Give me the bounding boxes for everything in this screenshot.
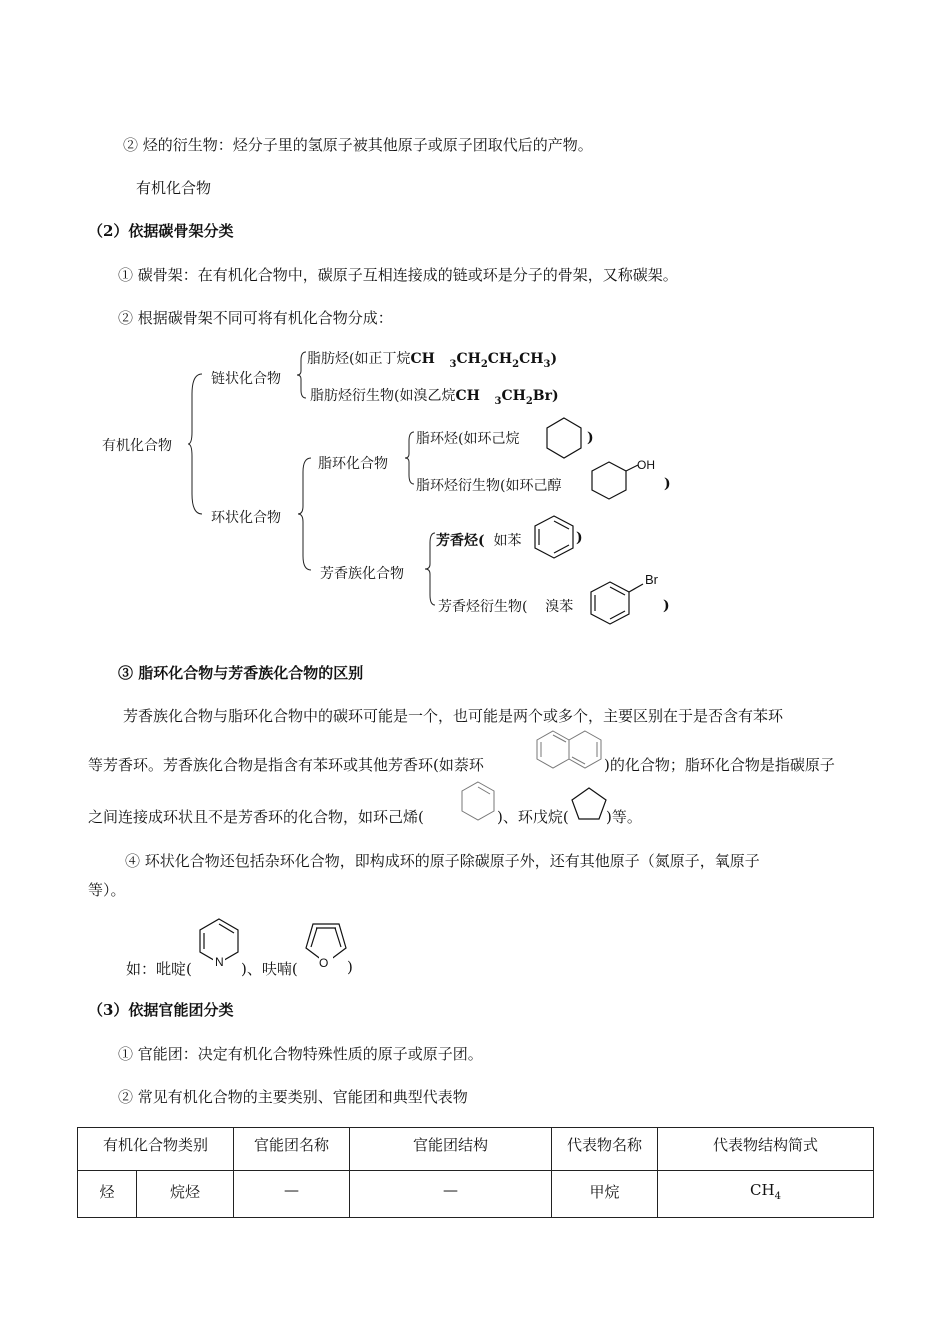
tree-aro-b-name: 溴苯: [545, 599, 574, 615]
tree-ali-a: 脂环烃(如环己烷: [416, 431, 520, 447]
methane-formula: $CH_4$: [750, 1181, 781, 1202]
table-cell-representative: 甲烷: [552, 1171, 658, 1218]
benzene-structure: [532, 514, 576, 560]
section2-item1: ① 碳骨架：在有机化合物中，碳原子互相连接成的链或环是分子的骨架，又称碳架。: [118, 266, 678, 284]
table-header-row: [78, 1128, 874, 1171]
tree-aro-b: [438, 596, 573, 616]
tree-ali-a-close: ): [587, 430, 594, 446]
tree-aro-a-prefix: 芳香烃(: [436, 533, 485, 549]
item3-p1: 芳香族化合物与脂环化合物中的碳环可能是一个，也可能是两个或多个，主要区别在于是否含有苯环: [123, 707, 784, 725]
cyclopentane-structure: [570, 786, 608, 822]
brace-ring: [298, 458, 312, 570]
o-label: O: [319, 956, 329, 970]
item3-heading: ③ 脂环化合物与芳香族化合物的区别: [118, 664, 364, 682]
intro-line-organic: 有机化合物: [136, 179, 212, 197]
section3-item2: ② 常见有机化合物的主要类别、官能团和典型代表物: [118, 1088, 468, 1106]
section2-item2: ② 根据碳骨架不同可将有机化合物分成：: [118, 309, 393, 327]
section3-heading: （3）依据官能团分类: [88, 1001, 234, 1019]
cyclohexene-structure: [459, 780, 497, 824]
tree-aro-b-close: ): [663, 598, 670, 614]
intro-line-derivative: ② 烃的衍生物：烃分子里的氢原子被其他原子或原子团取代后的产物。: [123, 136, 593, 154]
br-label: Br: [645, 572, 658, 587]
brace-alicyclic: [405, 432, 415, 484]
cyclohexane-structure: [545, 416, 583, 460]
oh-label: OH: [637, 458, 655, 472]
table-header-group-name: 官能团名称: [234, 1128, 350, 1171]
tree-ring: 环状化合物: [211, 510, 281, 526]
tree-chain-b-prefix: 脂肪烃衍生物(如溴乙烷: [310, 388, 456, 404]
tree-aromatic: 芳香族化合物: [320, 566, 404, 582]
item4-p2: 等）。: [88, 881, 126, 899]
section3-item1: ① 官能团：决定有机化合物特殊性质的原子或原子团。: [118, 1045, 483, 1063]
brace-chain: [297, 352, 307, 398]
table-header-formula: 代表物结构简式: [658, 1128, 874, 1171]
table-row: [78, 1171, 874, 1218]
table-cell-group-name: —: [234, 1171, 350, 1218]
tree-chain-a-prefix: 脂肪烃(如正丁烷: [307, 351, 411, 367]
tree-chain: 链状化合物: [211, 371, 281, 387]
tree-chain-a: 脂肪烃(如正丁烷CH $_3CH_2CH_2CH_3$): [307, 351, 558, 370]
tree-alicyclic: 脂环化合物: [318, 456, 388, 472]
item3-p3b: )、环戊烷(: [497, 808, 569, 826]
naphthalene-structure: [536, 728, 604, 772]
item3-p2a: 等芳香环。芳香族化合物是指含有苯环或其他芳香环(如萘环: [88, 756, 484, 774]
item4-ex-a: 如：吡啶(: [126, 960, 192, 978]
item4-p1: ④ 环状化合物还包括杂环化合物，即构成环的原子除碳原子外，还有其他原子（氮原子，氧原子: [125, 852, 760, 870]
table-header-category: 有机化合物类别: [78, 1128, 234, 1171]
tree-aro-b-prefix: 芳香烃衍生物(: [438, 599, 528, 615]
tree-chain-b: 脂肪烃衍生物(如溴乙烷CH $_3CH_2Br$): [310, 388, 559, 407]
n-label: N: [215, 955, 224, 969]
tree-aro-a: [436, 530, 522, 550]
table-cell-formula: [658, 1171, 874, 1218]
item3-p3c: )等。: [606, 808, 642, 826]
tree-ali-b: 脂环烃衍生物(如环己醇: [416, 478, 562, 494]
tree-ali-b-close: ): [664, 476, 671, 492]
brace-aromatic: [425, 533, 436, 605]
table-header-representative: 代表物名称: [552, 1128, 658, 1171]
item4-ex-c: ): [347, 958, 353, 976]
section2-heading: （2）依据碳骨架分类: [88, 222, 234, 240]
tree-root: 有机化合物: [102, 438, 172, 454]
table-header-group-structure: 官能团结构: [350, 1128, 552, 1171]
table-cell-subclass: 烷烃: [137, 1171, 234, 1218]
brace-root: [188, 374, 204, 514]
item4-ex-b: )、呋喃(: [241, 960, 298, 978]
tree-aro-a-name: 如苯: [493, 533, 522, 549]
table-cell-group-structure: —: [350, 1171, 552, 1218]
table-cell-class: 烃: [78, 1171, 137, 1218]
item3-p2b: )的化合物；脂环化合物是指碳原子: [604, 756, 835, 774]
item3-p3a: 之间连接成环状且不是芳香环的化合物，如环己烯(: [88, 808, 424, 826]
tree-aro-a-close: ): [576, 530, 583, 546]
functional-group-table: [77, 1127, 874, 1218]
